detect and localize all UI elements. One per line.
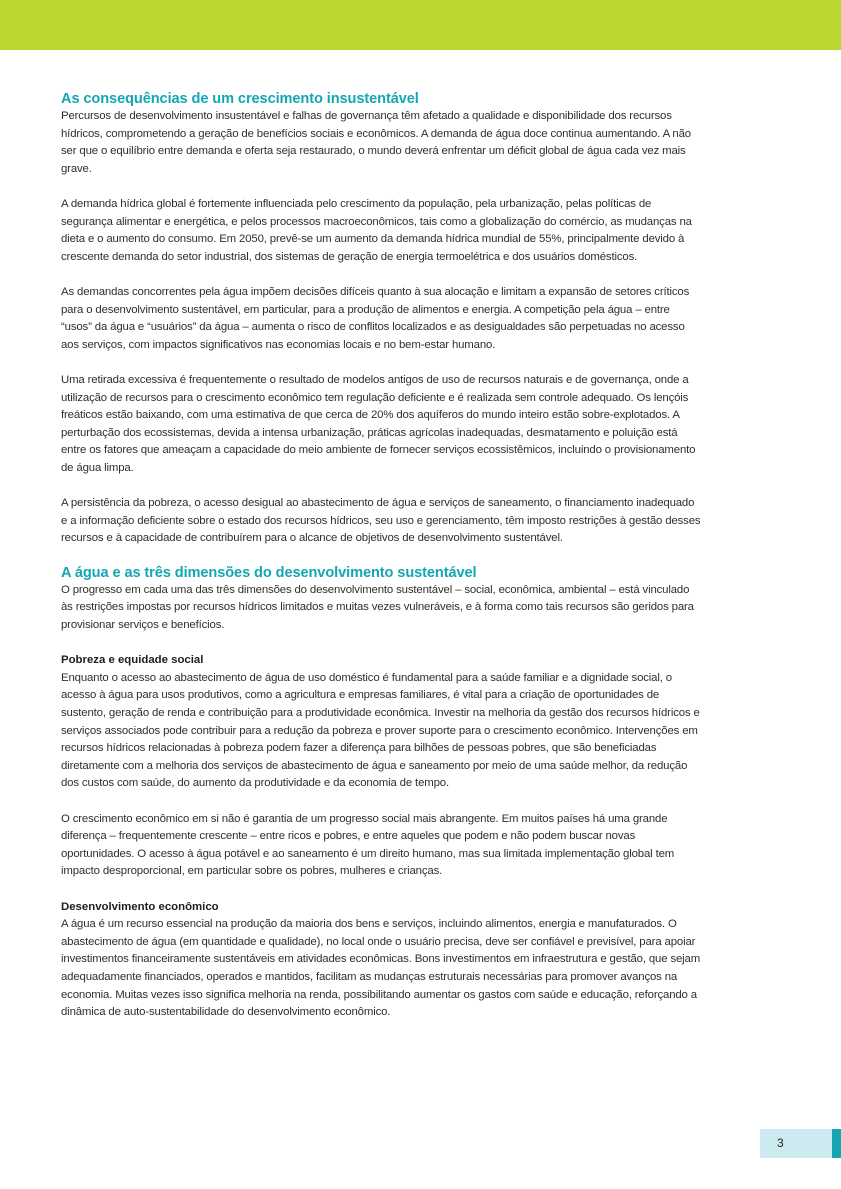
- paragraph: Percursos de desenvolvimento insustentável e falhas de governança têm afetado a qualidade e disponibilidade dos recursos hídricos, comprometendo a geração de benefícios sociais e econômicos. A demanda de água doce continua aumentando. A não ser que o equilíbrio entre demanda e oferta seja restaurado, o mundo deverá enfrentar um déficit global de água cada vez mais grave.: [61, 110, 691, 175]
- paragraph: A persistência da pobreza, o acesso desigual ao abastecimento de água e serviços de saneamento, o financiamento inadequado e a informação deficiente sobre o estado dos recursos hídricos, seu uso e gerenciamento, têm imposto restrições à gestão desses recursos e à capacidade de contribuírem para o alcance de objetivos de desenvolvimento sustentável.: [61, 497, 701, 545]
- paragraph: Enquanto o acesso ao abastecimento de água de uso doméstico é fundamental para a saúde familiar e a dignidade social, o acesso à água para usos produtivos, como a agricultura e empresas familiares, é vital para a criação de oportunidades de sustento, geração de renda e contribuição para a produtividade econômica. Investir na melhoria da gestão dos recursos hídricos e serviços associados pode contribuir para a redução da pobreza e prover suporte para o crescimento econômico. Intervenções em recursos hídricos relacionadas à pobreza podem fazer a diferença para bilhões de pessoas pobres, que são beneficiadas diretamente com a melhoria dos serviços de abastecimento de água e saneamento por meio de uma saúde melhor, da redução dos custos com saúde, do aumento da produtividade e da economia de tempo.: [61, 671, 700, 790]
- section-title: As consequências de um crescimento insustentável: [61, 91, 419, 107]
- page-number-box: [760, 1129, 832, 1158]
- page-content: [61, 90, 701, 1022]
- paragraph: Uma retirada excessiva é frequentemente o resultado de modelos antigos de uso de recursos naturais e de governança, onde a utilização de recursos para o crescimento econômico tem regulação deficiente e é realizada sem controle adequado. Os lençóis freáticos estão baixando, com uma estimativa de que cerca de 20% dos aquíferos do mundo inteiro estão sobre-explotados. A perturbação dos ecossistemas, devida a intensa urbanização, práticas agrícolas inadequadas, desmatamento e poluição está entre os fatores que ameaçam a capacidade do meio ambiente de fornecer serviços ecossistêmicos, incluindo o provisionamento de água limpa.: [61, 373, 696, 474]
- page-number: 3: [777, 1136, 784, 1150]
- subsection-title: Desenvolvimento econômico: [61, 900, 219, 913]
- paragraph: As demandas concorrentes pela água impõem decisões difíceis quanto à sua alocação e limitam a expansão de setores críticos para o desenvolvimento sustentável, em particular, para a produção de alimentos e energia. A competição pela água – entre “usos” da água e “usuários” da água – aumenta o risco de conflitos localizados e as desigualdades são perpetuadas no acesso aos serviços, com impactos significativos nas economias locais e no bem-estar humano.: [61, 285, 690, 351]
- header-color-band: [0, 0, 841, 50]
- paragraph: A demanda hídrica global é fortemente influenciada pelo crescimento da população, pela urbanização, pelas políticas de segurança alimentar e energética, e pelos processos macroeconômicos, tais como a globalização do comércio, as mudanças na dieta e o aumento do consumo. Em 2050, prevê-se um aumento da demanda hídrica mundial de 55%, principalmente devido à crescente demanda do setor industrial, dos sistemas de geração de energia termoelétrica e dos usuários domésticos.: [61, 197, 692, 263]
- paragraph: O crescimento econômico em si não é garantia de um progresso social mais abrangente. Em muitos países há uma grande diferença – frequentemente crescente – entre ricos e pobres, e entre aqueles que podem e não podem buscar novas oportunidades. O acesso à água potável e ao saneamento é um direito humano, mas sua limitada implementação global tem impacto desproporcional, em particular sobre os pobres, mulheres e crianças.: [61, 812, 675, 878]
- section-title: A água e as três dimensões do desenvolvimento sustentável: [61, 564, 477, 581]
- paragraph: A água é um recurso essencial na produção da maioria dos bens e serviços, incluindo alimentos, energia e manufaturados. O abastecimento de água (em quantidade e qualidade), no local onde o usuário precisa, deve ser confiável e previsível, para apoiar investimentos financeiramente sustentáveis em atividades econômicas. Bons investimentos em infraestrutura e gestão, que sejam adequadamente financiados, operados e mantidos, facilitam as mudanças estruturais necessárias para promover avanços na economia. Muitas vezes isso significa melhoria na renda, possibilitando aumentar os gastos com saúde e educação, reforçando a dinâmica de auto-sustentabilidade do desenvolvimento econômico.: [61, 918, 701, 1019]
- subsection-title: Pobreza e equidade social: [61, 654, 204, 667]
- paragraph: O progresso em cada uma das três dimensões do desenvolvimento sustentável – social, econômica, ambiental – está vinculado às restrições impostas por recursos hídricos limitados e muitas vezes vulneráveis, e à forma como tais recursos são geridos para provisionar serviços e benefícios.: [61, 583, 694, 632]
- page-edge-strip: [832, 1129, 841, 1158]
